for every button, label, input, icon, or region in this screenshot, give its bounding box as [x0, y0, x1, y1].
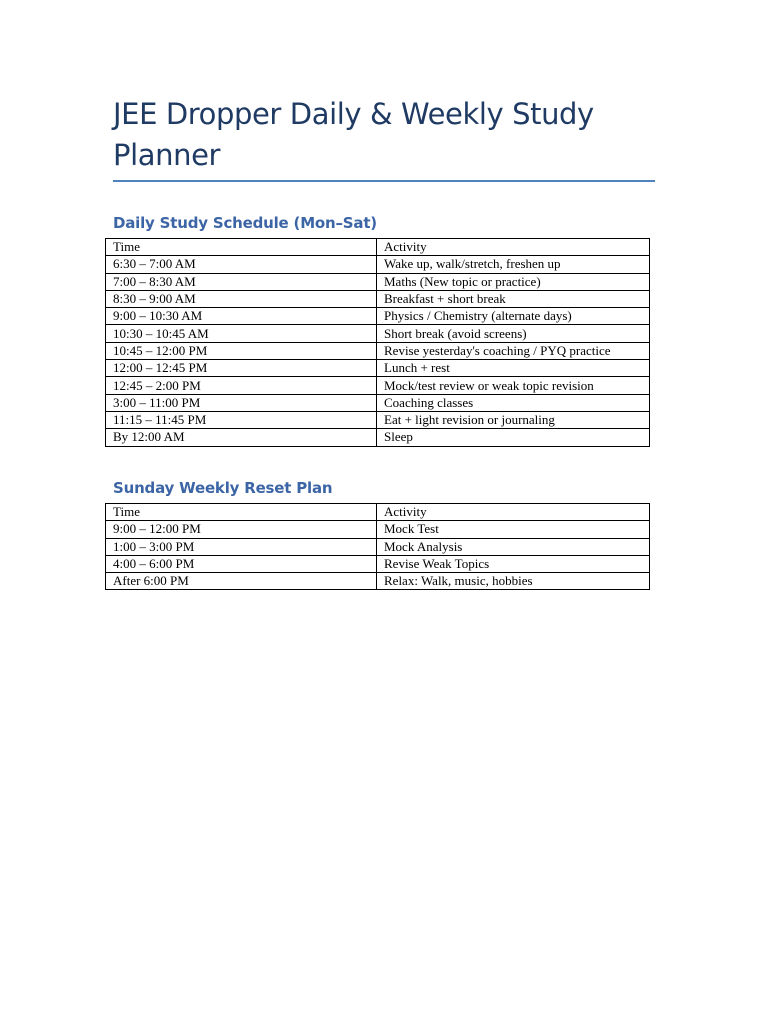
table-row	[106, 538, 650, 555]
table-header-row	[106, 239, 650, 256]
activity-cell: Revise Weak Topics	[377, 555, 650, 572]
activity-cell: Maths (New topic or practice)	[377, 273, 650, 290]
activity-cell: Lunch + rest	[377, 360, 650, 377]
title-divider	[113, 180, 655, 182]
time-cell: 6:30 – 7:00 AM	[106, 256, 377, 273]
activity-cell: Sleep	[377, 429, 650, 446]
column-header-activity: Activity	[377, 504, 650, 521]
time-cell: 1:00 – 3:00 PM	[106, 538, 377, 555]
table-row	[106, 308, 650, 325]
daily-schedule-body	[106, 239, 650, 447]
column-header-time: Time	[106, 504, 377, 521]
activity-cell: Physics / Chemistry (alternate days)	[377, 308, 650, 325]
time-cell: 7:00 – 8:30 AM	[106, 273, 377, 290]
table-row	[106, 573, 650, 590]
time-cell: After 6:00 PM	[106, 573, 377, 590]
time-cell: 9:00 – 12:00 PM	[106, 521, 377, 538]
table-row	[106, 429, 650, 446]
activity-cell: Wake up, walk/stretch, freshen up	[377, 256, 650, 273]
time-cell: 10:45 – 12:00 PM	[106, 342, 377, 359]
sunday-plan-table	[105, 503, 650, 590]
table-row	[106, 555, 650, 572]
time-cell: 4:00 – 6:00 PM	[106, 555, 377, 572]
table-row	[106, 325, 650, 342]
table-row	[106, 521, 650, 538]
activity-cell: Mock Analysis	[377, 538, 650, 555]
time-cell: 3:00 – 11:00 PM	[106, 394, 377, 411]
activity-cell: Coaching classes	[377, 394, 650, 411]
table-row	[106, 377, 650, 394]
time-cell: 10:30 – 10:45 AM	[106, 325, 377, 342]
table-row	[106, 256, 650, 273]
activity-cell: Eat + light revision or journaling	[377, 411, 650, 428]
table-header-row	[106, 504, 650, 521]
sunday-plan-heading: Sunday Weekly Reset Plan	[113, 479, 333, 497]
time-cell: 11:15 – 11:45 PM	[106, 411, 377, 428]
daily-schedule-heading: Daily Study Schedule (Mon–Sat)	[113, 214, 377, 232]
table-row	[106, 394, 650, 411]
activity-cell: Mock/test review or weak topic revision	[377, 377, 650, 394]
time-cell: 9:00 – 10:30 AM	[106, 308, 377, 325]
activity-cell: Breakfast + short break	[377, 290, 650, 307]
column-header-time: Time	[106, 239, 377, 256]
time-cell: 8:30 – 9:00 AM	[106, 290, 377, 307]
table-row	[106, 290, 650, 307]
time-cell: By 12:00 AM	[106, 429, 377, 446]
time-cell: 12:45 – 2:00 PM	[106, 377, 377, 394]
time-cell: 12:00 – 12:45 PM	[106, 360, 377, 377]
table-row	[106, 342, 650, 359]
activity-cell: Revise yesterday's coaching / PYQ practice	[377, 342, 650, 359]
column-header-activity: Activity	[377, 239, 650, 256]
document-title: JEE Dropper Daily & Weekly Study Planner	[113, 97, 594, 172]
sunday-plan-body	[106, 504, 650, 590]
daily-schedule-table	[105, 238, 650, 447]
table-row	[106, 273, 650, 290]
table-row	[106, 411, 650, 428]
activity-cell: Relax: Walk, music, hobbies	[377, 573, 650, 590]
activity-cell: Short break (avoid screens)	[377, 325, 650, 342]
table-row	[106, 360, 650, 377]
activity-cell: Mock Test	[377, 521, 650, 538]
